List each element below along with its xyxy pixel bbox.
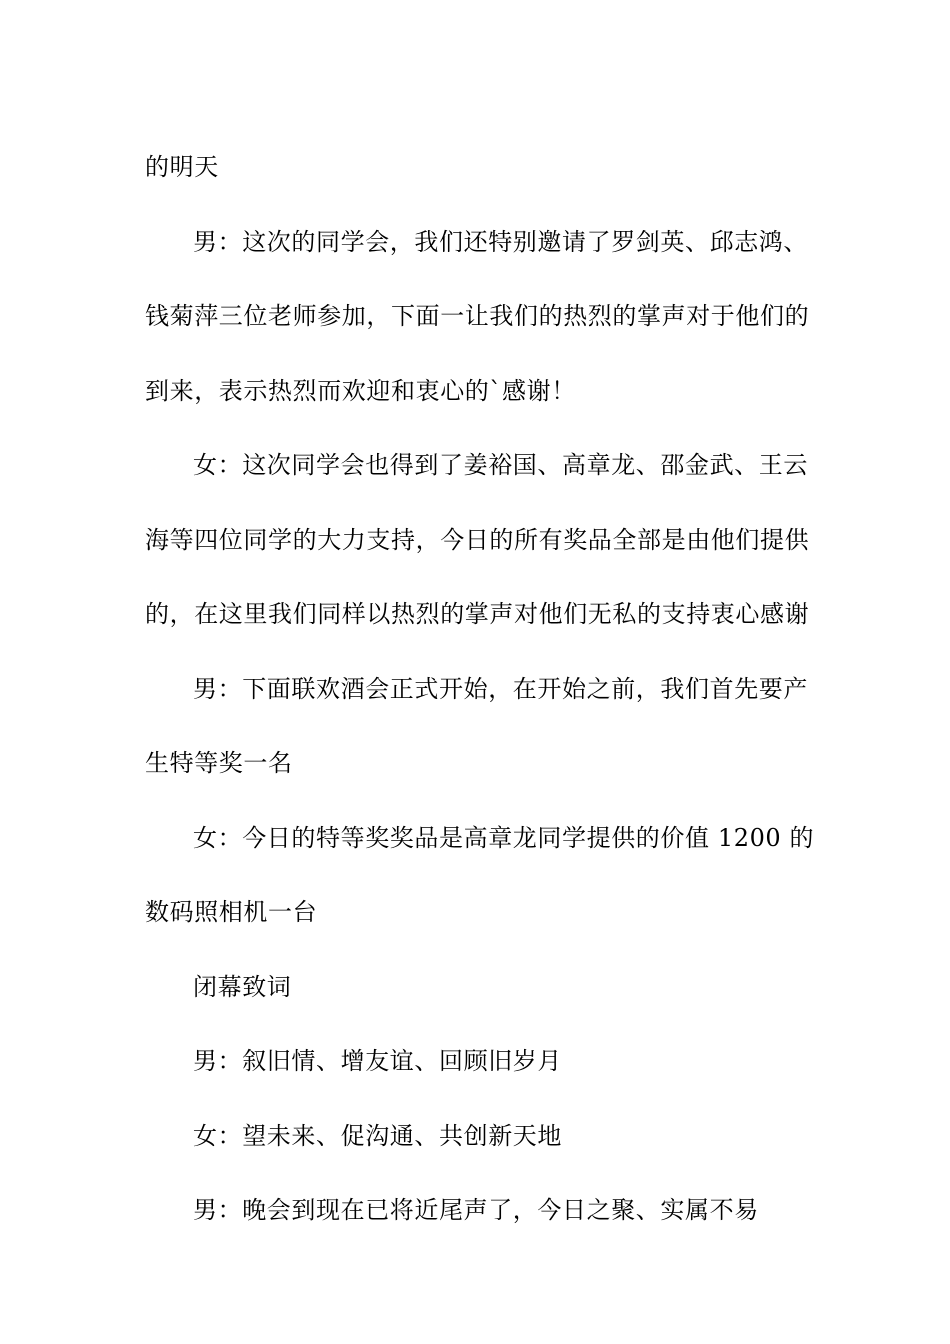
paragraph-closing-female-1: 女：望未来、促沟通、共创新天地 xyxy=(193,1121,562,1150)
paragraph-teacher-invitation: 男：这次的同学会，我们还特别邀请了罗剑英、邱志鸿、钱菊萍三位老师参加，下面一让我们的热烈的掌声对于他们的到来，表示热烈而欢迎和衷心的`感谢！ xyxy=(145,227,810,405)
section-heading-closing-speech: 闭幕致词 xyxy=(193,972,292,1001)
paragraph-closing-male-2: 男：晚会到现在已将近尾声了，今日之聚、实属不易 xyxy=(193,1196,759,1224)
document-body xyxy=(145,130,825,1248)
paragraph-continuation: 的明天 xyxy=(145,153,219,181)
paragraph-grand-prize: 女：今日的特等奖奖品是高章龙同学提供的价值 1200 的数码照相机一台 xyxy=(145,823,815,926)
paragraph-closing-male-1: 男：叙旧情、增友谊、回顾旧岁月 xyxy=(193,1047,562,1075)
paragraph-classmate-support: 女：这次同学会也得到了姜裕国、高章龙、邵金武、王云海等四位同学的大力支持，今日的所有奖品全部是由他们提供的，在这里我们同样以热烈的掌声对他们无私的支持衷心感谢 xyxy=(145,451,810,628)
paragraph-banquet-start: 男：下面联欢酒会正式开始，在开始之前，我们首先要产生特等奖一名 xyxy=(145,674,808,777)
